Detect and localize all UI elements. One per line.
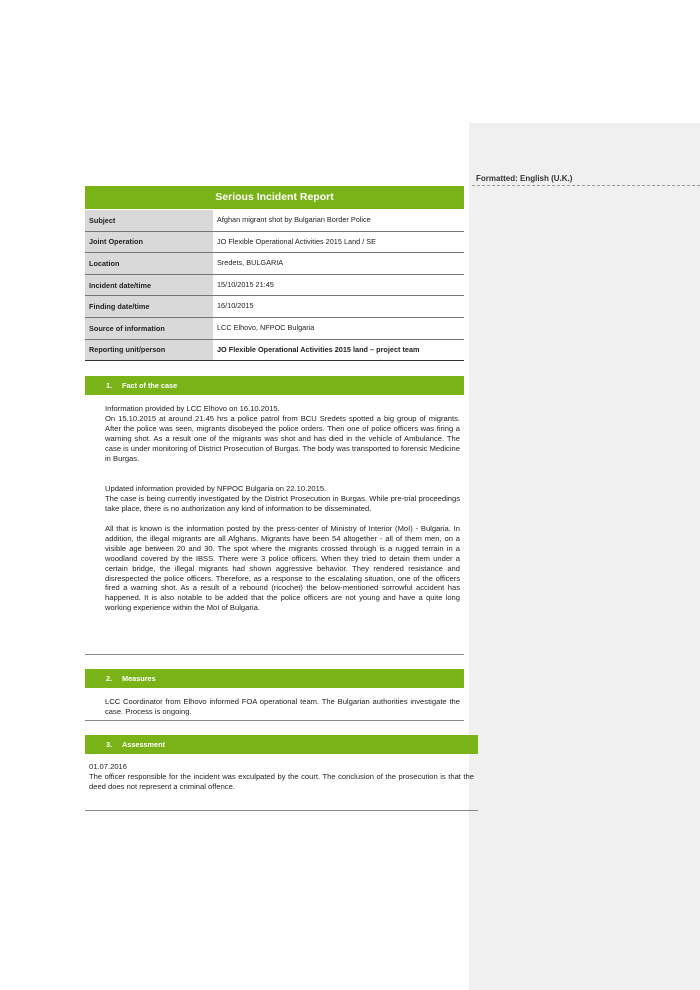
- fact-paragraph-1: Information provided by LCC Elhovo on 16.10.2015.: [105, 404, 280, 413]
- info-label: Joint Operation: [85, 232, 213, 253]
- fact-paragraph-5: All that is known is the information posted by the press-center of Ministry of Interior (MoI) - Bulgaria. In addition, the illegal migrants are all Afghans. Migrants have been 54 altogether - all of them men, on a visible age between 20 and 30. The spot where the migrants crossed through is a rugged terrain in a woodland covered by the IBSS. There were 3 police officers. When they tried to detain them under a certain bridge, the illegal migrants had shown aggressive behavior. They rendered resistance and disrespected the police officers. Therefore, as a response to the escalating situation, one of the officers fired a warning shot. As a result of a rebound (ricochet) the below-mentioned sorrowful accident has happened. It is also notable to be added that the police officers are not young and have a quite long working experience within the MoI of Bulgaria.: [105, 524, 460, 613]
- section-header-fact: [85, 376, 464, 395]
- info-row-reporting-unit: [85, 340, 464, 362]
- info-label: Subject: [85, 210, 213, 231]
- section-divider: [85, 810, 478, 811]
- section-divider: [85, 654, 464, 655]
- info-value: JO Flexible Operational Activities 2015 Land / SE: [213, 232, 464, 253]
- fact-paragraph-4: The case is being currently investigated by the District Prosecution in Burgas. While pre-trial proceedings take place, there is no authorization any kind of information to be disseminated.: [105, 494, 460, 513]
- comment-label: Formatted: English (U.K.): [476, 174, 573, 183]
- fact-paragraph-3: Updated information provided by NFPOC Bulgaria on 22.10.2015.: [105, 484, 327, 493]
- fact-paragraph-2: On 15.10.2015 at around 21.45 hrs a police patrol from BCU Sredets spotted a big group of migrants. After the police was seen, migrants disobeyed the police orders. Then one of police officers was firing a warning shot. As a result one of the migrants was shot and has died in the vehicle of Ambulance. The case is under monitoring of District Prosecution of Burgas. The body was transported to forensic Medicine in Burgas.: [105, 414, 460, 463]
- info-label: Source of information: [85, 318, 213, 339]
- section-header-measures: [85, 669, 464, 688]
- section-title: Assessment: [122, 740, 165, 749]
- info-value: 16/10/2015: [213, 296, 464, 317]
- measures-paragraph: LCC Coordinator from Elhovo informed FOA operational team. The Bulgarian authorities investigate the case. Process is ongoing.: [105, 697, 460, 716]
- info-value: LCC Elhovo, NFPOC Bulgaria: [213, 318, 464, 339]
- info-label: Finding date/time: [85, 296, 213, 317]
- info-label: Reporting unit/person: [85, 340, 213, 361]
- assessment-date: 01.07.2016: [89, 762, 128, 771]
- section-number: 3.: [106, 740, 113, 749]
- section-divider: [85, 720, 464, 721]
- info-row-incident-date: [85, 275, 464, 297]
- info-value: Afghan migrant shot by Bulgarian Border Police: [213, 210, 464, 231]
- info-row-location: [85, 253, 464, 275]
- section-number: 1.: [106, 381, 113, 390]
- section-number: 2.: [106, 674, 113, 683]
- info-label: Location: [85, 253, 213, 274]
- report-title: Serious Incident Report: [85, 186, 464, 209]
- info-value: JO Flexible Operational Activities 2015 land – project team: [213, 340, 464, 361]
- info-value: Sredets, BULGARIA: [213, 253, 464, 274]
- section-title: Fact of the case: [122, 381, 178, 390]
- info-row-subject: [85, 210, 464, 232]
- comment-connector: [472, 185, 700, 186]
- info-row-finding-date: [85, 296, 464, 318]
- comment-pane: [469, 123, 700, 990]
- info-label: Incident date/time: [85, 275, 213, 296]
- info-table: [85, 210, 464, 361]
- info-row-joint-operation: [85, 232, 464, 254]
- assessment-paragraph: The officer responsible for the incident was exculpated by the court. The conclusion of the prosecution is that the deed does not represent a criminal offence.: [89, 772, 474, 791]
- info-row-source: [85, 318, 464, 340]
- info-value: 15/10/2015 21:45: [213, 275, 464, 296]
- section-header-assessment: [85, 735, 478, 754]
- section-title: Measures: [122, 674, 156, 683]
